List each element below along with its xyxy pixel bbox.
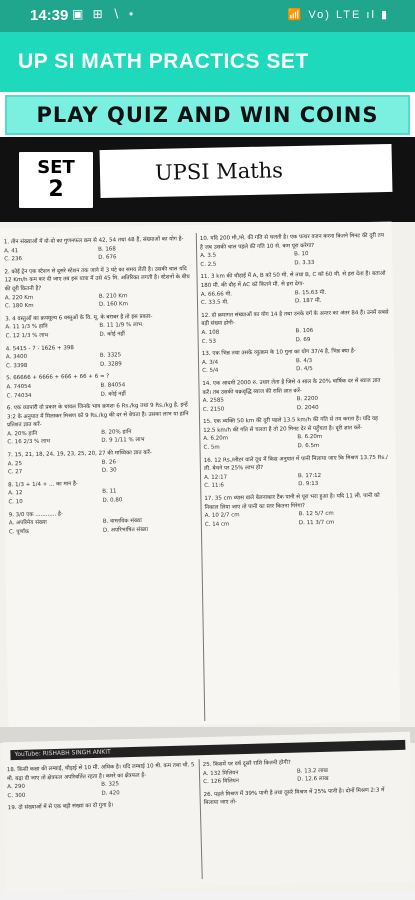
set-badge [16, 149, 96, 211]
option-text: B. 3325 [99, 352, 122, 359]
option-text: A. 3400 [5, 354, 28, 361]
question-options [200, 249, 388, 269]
option-text: A. अपरिमेय संख्या [8, 519, 47, 527]
question-item [201, 308, 390, 346]
right-question-column [200, 232, 393, 534]
option-text: B. 325 [101, 781, 120, 788]
option-text: A. 6.20m [203, 435, 229, 443]
option-text: D. 11 3/7 cm [298, 519, 335, 527]
option-text: A. 108 [201, 329, 220, 336]
question-options [6, 380, 194, 400]
question-options [201, 326, 389, 346]
question-page [0, 222, 400, 729]
question-options [203, 432, 391, 452]
question-text: 14. एक आदमी 2000 रु. उधार लेता है जिसे 4 साल के 20% वार्षिक दर से ब्याज ज्ञात करें। तब उसकी चक्रवृद्धि ब्याज की राशि ज्ञात करें- [202, 377, 381, 396]
question-item [7, 761, 196, 800]
option-text: A. 290 [7, 783, 26, 791]
option-text: C. 12 1/3 % लाभ [5, 332, 49, 340]
question-text: 19. दो संख्याओं में से एक बड़ी संख्या का दो गुना है। [7, 802, 114, 812]
option-text: D. 30 [101, 467, 117, 474]
left-question-column [4, 235, 197, 541]
question-item [4, 265, 193, 311]
sheet-header [0, 137, 415, 222]
question-text: 10. यदि 200 मी./से. की गति से चलती है। एक पत्थर वजन करना कितने मिनट की दूरी तय है जब उसकी चाल पहले की गति 10 से. कम पूरा करेगा? [199, 232, 385, 251]
question-options [205, 509, 393, 529]
set-label: SET [37, 157, 75, 178]
question-text: 5. 66666 + 6666 + 666 + 66 + 6 = ? [6, 373, 110, 382]
question-item [8, 448, 196, 477]
signal-battery-icons: 📶 Vo) LTE ıl ▮ [287, 9, 389, 21]
question-options [203, 765, 391, 787]
question-options [202, 355, 390, 375]
question-text: 25. किसमें पर वर्ष दूसरे राशि कितनी होगी? [202, 759, 291, 769]
option-text: A. 3.5 [200, 252, 217, 260]
question-options [4, 244, 192, 264]
notification-icons: ▣ ⊞ ∖ • [72, 7, 137, 21]
question-options [7, 427, 195, 447]
question-item [6, 342, 194, 371]
option-text: C. 180 Km [4, 303, 34, 310]
question-item [202, 347, 390, 376]
option-text: A. 3/4 [201, 359, 219, 366]
question-item [8, 800, 196, 814]
option-text: B. 11 [102, 488, 117, 496]
option-text: A. 41 [4, 247, 19, 254]
play-quiz-banner-button[interactable] [5, 95, 410, 135]
option-text: A. 2585 [202, 397, 224, 405]
question-item [9, 508, 197, 537]
option-text: D. 4/5 [296, 366, 313, 373]
option-text: D. अपरिभाषित संख्या [102, 526, 149, 534]
option-text: C. 3398 [6, 362, 28, 370]
option-text: A. 220 Km [4, 294, 34, 301]
option-text: A. 74054 [6, 383, 32, 391]
question-options [8, 487, 196, 507]
option-text: C. 236 [4, 256, 23, 263]
set-number: 2 [48, 177, 64, 202]
question-options [5, 291, 193, 311]
question-item [203, 415, 392, 453]
option-text: B. 4/3 [295, 357, 313, 365]
option-text: A. 132 मिलियन [202, 769, 239, 777]
option-text: B. 6.20m [297, 434, 323, 441]
question-options [7, 779, 195, 801]
option-text: D. 69 [295, 336, 311, 343]
question-item [4, 235, 192, 264]
sheet-title: UPSI Maths [154, 158, 284, 185]
option-text: C. 300 [7, 792, 26, 800]
option-text: C. 14 cm [204, 521, 230, 528]
bottom-right-column [203, 756, 392, 812]
question-text: 6. एक व्यापारी दो प्रकार के चावल जिनके भाव क्रमशः 6 Rs./kg तथा 9 Rs./kg है, इन्हें 3:2 के अनुपात में मिलाकर मिश्रण को 9 Rs./kg की दर से बेचता है। उसका लाभ या हानि प्रतिशत ज्ञात करें- [6, 402, 189, 429]
option-text: A. 12 [8, 490, 23, 497]
option-text: B. 210 Km [98, 292, 128, 300]
question-item [5, 312, 193, 341]
option-text: D. 676 [98, 254, 117, 261]
question-text: 2. कोई ट्रेन एक स्टेशन से दूसरे स्टेशन तक जाने में 3 घंटे का समय लेती है। उसकी चाल यदि 12 Km/h कम कर दी जाए तब इस यात्रा में उसे 45 मि. अतिरिक्त लगती है। स्टेशनों के बीच की दूरी कितनी है? [4, 265, 190, 293]
status-time: 14:39 [30, 7, 69, 24]
question-sheet-image [0, 137, 415, 892]
question-item [200, 270, 389, 308]
question-text: 4. 5415 - 7 - 1626 + 398 [5, 344, 74, 352]
option-text: C. 11:6 [204, 483, 224, 490]
question-text: 15. एक व्यक्ति 50 km की दूरी पहले 13.5 km/h की गति से तय करता है। यदि वह 12.5 km/h की गति से चलता है तो 20 मिनट देर से पहुँचता है। दूरी ज्ञात करें- [203, 416, 379, 434]
option-text: B. 26 [101, 459, 117, 466]
question-text: 18. किसी कक्षा की लम्बाई, चौड़ाई से 10 मी. अधिक है। यदि लम्बाई 10 मी. कम तथा चौ. 5 मी. बढ़ा दी जाए तो क्षेत्रफल अपरिवर्तित रहता है। कमरे का क्षेत्रफल है- [6, 762, 195, 782]
option-text: C. 74034 [6, 392, 32, 399]
option-text: B. 15.63 मी. [294, 289, 327, 296]
option-text: A. 10 2/7 cm [204, 512, 240, 520]
option-text: C. 5/4 [202, 367, 219, 375]
banner-label: PLAY QUIZ AND WIN COINS [36, 103, 379, 127]
question-options [203, 394, 391, 414]
question-options [204, 470, 392, 490]
option-text: D. 3.33 [294, 259, 315, 267]
option-text: B. 11 1/9 % लाभ [99, 322, 143, 330]
option-text: C. 2150 [202, 406, 225, 413]
option-text: D. 9:13 [298, 481, 319, 488]
option-text: C. पूर्णांक [8, 528, 30, 536]
option-text: C. 2.5 [200, 261, 217, 268]
question-item [200, 232, 389, 270]
question-item [203, 786, 391, 808]
question-item [6, 371, 194, 400]
option-text: C. 5m [203, 444, 220, 451]
option-text: D. 187 मी. [294, 298, 322, 305]
option-text: A. 12:17 [203, 474, 228, 481]
question-text: 7. 15, 21, 18, 24, 19, 23, 25, 20, 27 की माध्यिका ज्ञात करें- [7, 449, 152, 459]
option-text: C. 27 [7, 469, 23, 476]
question-options [6, 350, 194, 370]
option-text: B. 84054 [100, 382, 126, 389]
question-text: 9. 3/0 एक ............ है- [8, 511, 63, 518]
option-text: C. 16 2/3 % लाभ [7, 439, 51, 446]
question-options [5, 320, 193, 340]
option-text: B. 106 [295, 327, 314, 335]
option-text: B. 10 [294, 251, 309, 258]
question-text: 17. 35 cm व्यास वाले बेलनाकार टैंक पानी से पूरा भरा हुआ है। यदि 11 ली. पानी को निकाल लिया जाए तो पानी का स्तर कितना गिरेगा? [204, 492, 380, 511]
status-bar [0, 0, 415, 32]
question-item [203, 756, 392, 787]
next-question-page [2, 732, 414, 892]
question-item [7, 401, 196, 447]
option-text: B. 12 5/7 cm [298, 510, 334, 518]
option-text: B. 13.2 लाख [296, 767, 328, 775]
option-text: D. 3289 [100, 361, 122, 368]
option-text: A. 11 1/3 % हानि [5, 323, 48, 331]
option-text: A. 25 [7, 460, 23, 468]
sheet-title-strip [100, 144, 393, 198]
option-text: D. 0.80 [102, 497, 123, 504]
navigation-bar [0, 892, 415, 900]
option-text: A. 20% हानि [7, 430, 38, 438]
option-text: A. 66.66 मी. [200, 290, 233, 298]
app-title: UP SI MATH PRACTICS SET [18, 50, 309, 73]
option-text: B. 2200 [296, 396, 319, 403]
question-text: 3. 4 वस्तुओं का क्रयमूल्य 6 वस्तुओं के वि. मू. के बराबर है तो इस प्रकार- [5, 313, 153, 323]
question-text: 16. 12 Rs./लीटर वाले दूध में किस अनुपात में पानी मिलाया जाए कि मिश्रण 13.75 Rs./ली. बेचने पर 25% लाभ हो? [203, 454, 388, 473]
option-text: B. 17:12 [297, 472, 322, 480]
option-text: C. 126 मिलियन [203, 778, 239, 786]
option-text: D. 9 1/11 % लाभ [101, 437, 145, 445]
option-text: B. 20% हानि [101, 429, 132, 436]
option-text: D. कोई नहीं [99, 331, 125, 338]
question-item [204, 492, 393, 530]
option-text: B. वास्तविक संख्या [102, 518, 142, 525]
question-item [204, 453, 393, 491]
question-text: 8. 1/3 + 1/4 + ... का मान है- [8, 480, 78, 489]
question-text: 13. एक भिन्न तथा उसके व्युत्क्रम के 10 गुना का योग 37/4 है, भिन्न क्या है- [201, 348, 356, 358]
question-text: 12. दो क्रमागत संख्याओं का योग 14 है तथा उनके वर्ग के अन्तर का अंतर 84 है। उनमें सबसे बड़ी संख्या होगी- [201, 309, 389, 328]
bottom-left-column [7, 761, 196, 817]
question-options [9, 516, 197, 536]
footer-bar-text: YouTube: RISHABH SINGH ANKIT [14, 748, 111, 759]
question-text: 1. तीन संख्याओं में दो-दो का गुणनफल क्रम से 42, 54 तथा 48 है, संख्याओं का योग है- [3, 236, 184, 246]
option-text: D. 2040 [296, 404, 319, 411]
question-text: 11. 3 km की चौड़ाई में A, B को 50 मी. से तथा B, C को 60 मी. से हरा देता है। बताओ 180 मी. की दौड़ में AC को कितने मी. से हरा देगा- [200, 271, 386, 289]
option-text: D. कोई नहीं [100, 390, 126, 398]
option-text: C. 33.5 मी. [200, 299, 229, 307]
option-text: D. 420 [101, 790, 120, 797]
question-item [8, 478, 196, 507]
question-item [202, 377, 391, 415]
option-text: D. 6.5m [297, 442, 320, 450]
question-text: 26. पहले मिश्रण में 39% पानी है तथा दूसरे मिश्रण में 25% पानी है। दोनों मिश्रण 2:3 में मिलाया जाए तो- [203, 787, 385, 807]
option-text: C. 10 [8, 499, 23, 506]
option-text: C. 53 [201, 338, 217, 345]
option-text: D. 12.6 लाख [297, 776, 329, 783]
option-text: D. 160 Km [98, 301, 129, 308]
option-text: B. 168 [97, 246, 116, 253]
app-bar [0, 32, 415, 92]
question-options [201, 287, 389, 307]
question-options [8, 457, 196, 477]
